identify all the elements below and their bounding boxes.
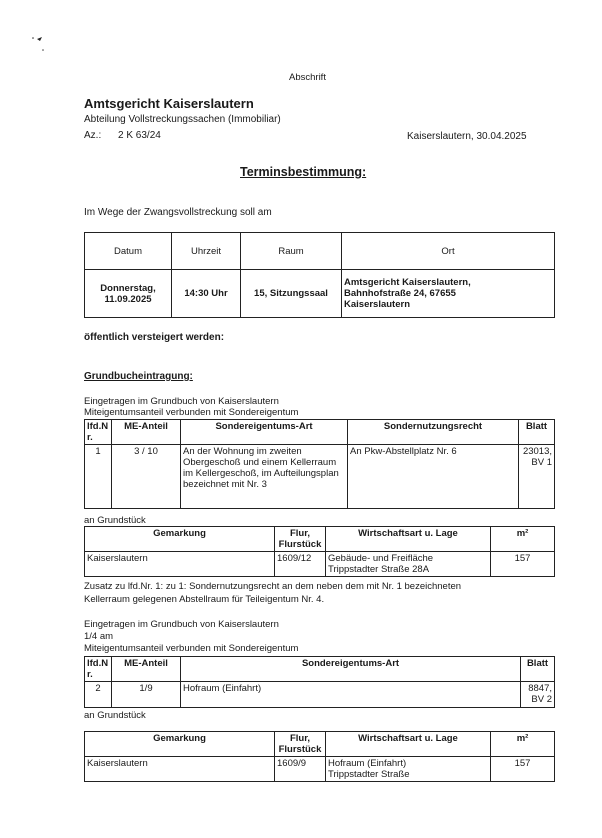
entry1-plot-header-usage: Wirtschaftsart u. Lage bbox=[326, 527, 491, 552]
entry1-addendum-line1: Zusatz zu lfd.Nr. 1: zu 1: Sondernutzungsrecht an dem neben dem mit Nr. 1 bezeichneten bbox=[84, 581, 462, 592]
entry1-type: An der Wohnung im zweiten Obergeschoß und einem Kellerraum im Kellergeschoß, im Aufteilungsplan bezeichnet mit Nr. 3 bbox=[181, 445, 348, 509]
entry1-special-use: An Pkw-Abstellplatz Nr. 6 bbox=[348, 445, 519, 509]
court-name: Amtsgericht Kaiserslautern bbox=[84, 96, 254, 111]
entry2-plot-header-district: Gemarkung bbox=[85, 732, 275, 757]
entry1-plot-usage-line1: Gebäude- und Freifläche bbox=[328, 553, 434, 564]
copy-mark: Abschrift bbox=[289, 72, 326, 83]
entry2-plot-usage-line1: Hofraum (Einfahrt) bbox=[328, 758, 407, 769]
entry1-share: 3 / 10 bbox=[112, 445, 181, 509]
entry2-plot-header-area: m² bbox=[491, 732, 555, 757]
entry1-header-type: Sondereigentums-Art bbox=[181, 420, 348, 445]
entry2-header-type: Sondereigentums-Art bbox=[181, 657, 521, 682]
entry2-line3: Miteigentumsanteil verbunden mit Sondereigentum bbox=[84, 643, 299, 654]
entry1-header-share: ME-Anteil bbox=[112, 420, 181, 445]
appointment-date bbox=[85, 270, 172, 318]
entry2-nr: 2 bbox=[85, 682, 112, 708]
entry2-plot-usage-line2: Trippstadter Straße bbox=[328, 769, 410, 780]
entry2-plot-parcel: 1609/9 bbox=[275, 757, 326, 782]
entry2-plot-usage bbox=[326, 757, 491, 782]
entry1-plot-table bbox=[84, 526, 555, 577]
place-line-2: Bahnhofstraße 24, 67655 bbox=[344, 288, 456, 299]
entry2-line2: 1/4 am bbox=[84, 631, 114, 642]
entry2-type: Hofraum (Einfahrt) bbox=[181, 682, 521, 708]
entry1-sheet: 23013, BV 1 bbox=[519, 445, 555, 509]
header-room: Raum bbox=[241, 233, 342, 270]
entry1-plot-parcel: 1609/12 bbox=[275, 552, 326, 577]
department: Abteilung Vollstreckungssachen (Immobiliar) bbox=[84, 114, 281, 125]
entry2-plot-area: 157 bbox=[491, 757, 555, 782]
entry2-header-share: ME-Anteil bbox=[112, 657, 181, 682]
entry1-plot-area: 157 bbox=[491, 552, 555, 577]
header-date: Datum bbox=[85, 233, 172, 270]
entry2-plot-header-parcel: Flur, Flurstück bbox=[275, 732, 326, 757]
entry1-plot-header-parcel: Flur, Flurstück bbox=[275, 527, 326, 552]
header-time: Uhrzeit bbox=[172, 233, 241, 270]
entry1-addendum-line2: Kellerraum gelegenen Abstellraum für Teileigentum Nr. 4. bbox=[84, 594, 325, 605]
az-value: 2 K 63/24 bbox=[118, 130, 161, 141]
entry2-plot-table bbox=[84, 731, 555, 782]
intro-text: Im Wege der Zwangsvollstreckung soll am bbox=[84, 207, 272, 218]
place-line-3: Kaiserslautern bbox=[344, 299, 411, 310]
entry2-header-sheet: Blatt bbox=[521, 657, 555, 682]
entry2-share: 1/9 bbox=[112, 682, 181, 708]
az-label: Az.: bbox=[84, 130, 102, 141]
entry2-line1: Eingetragen im Grundbuch von Kaiserslautern bbox=[84, 619, 279, 630]
entry1-line2: Miteigentumsanteil verbunden mit Sondereigentum bbox=[84, 407, 299, 418]
entry1-plot-header-area: m² bbox=[491, 527, 555, 552]
entry1-plot-usage bbox=[326, 552, 491, 577]
entry1-plot-label: an Grundstück bbox=[84, 515, 146, 526]
date-value: 11.09.2025 bbox=[104, 293, 152, 305]
entry2-header-nr: lfd.N r. bbox=[85, 657, 112, 682]
entry1-nr: 1 bbox=[85, 445, 112, 509]
entry2-plot-label: an Grundstück bbox=[84, 710, 146, 721]
entry2-plot-header-usage: Wirtschaftsart u. Lage bbox=[326, 732, 491, 757]
entry1-table bbox=[84, 419, 555, 509]
entry2-table bbox=[84, 656, 555, 708]
document-title: Terminsbestimmung: bbox=[240, 165, 367, 179]
header-place: Ort bbox=[342, 233, 555, 270]
land-register-heading: Grundbucheintragung: bbox=[84, 371, 193, 382]
appointment-place bbox=[342, 270, 555, 318]
entry1-header-sheet: Blatt bbox=[519, 420, 555, 445]
entry2-plot-district: Kaiserslautern bbox=[85, 757, 275, 782]
entry1-line1: Eingetragen im Grundbuch von Kaiserslautern bbox=[84, 396, 279, 407]
appointment-table bbox=[84, 232, 555, 318]
appointment-room: 15, Sitzungssaal bbox=[241, 270, 342, 318]
entry1-plot-header-district: Gemarkung bbox=[85, 527, 275, 552]
scan-artifact bbox=[30, 34, 50, 54]
entry1-plot-district: Kaiserslautern bbox=[85, 552, 275, 577]
entry1-plot-usage-line2: Trippstadter Straße 28A bbox=[328, 564, 430, 575]
appointment-time: 14:30 Uhr bbox=[172, 270, 241, 318]
entry1-header-special-use: Sondernutzungsrecht bbox=[348, 420, 519, 445]
place-line-1: Amtsgericht Kaiserslautern, bbox=[344, 277, 471, 288]
date-weekday: Donnerstag, bbox=[100, 282, 156, 294]
entry1-header-nr: lfd.N r. bbox=[85, 420, 112, 445]
auction-text: öffentlich versteigert werden: bbox=[84, 332, 225, 343]
entry2-sheet: 8847, BV 2 bbox=[521, 682, 555, 708]
place-date: Kaiserslautern, 30.04.2025 bbox=[407, 131, 527, 142]
